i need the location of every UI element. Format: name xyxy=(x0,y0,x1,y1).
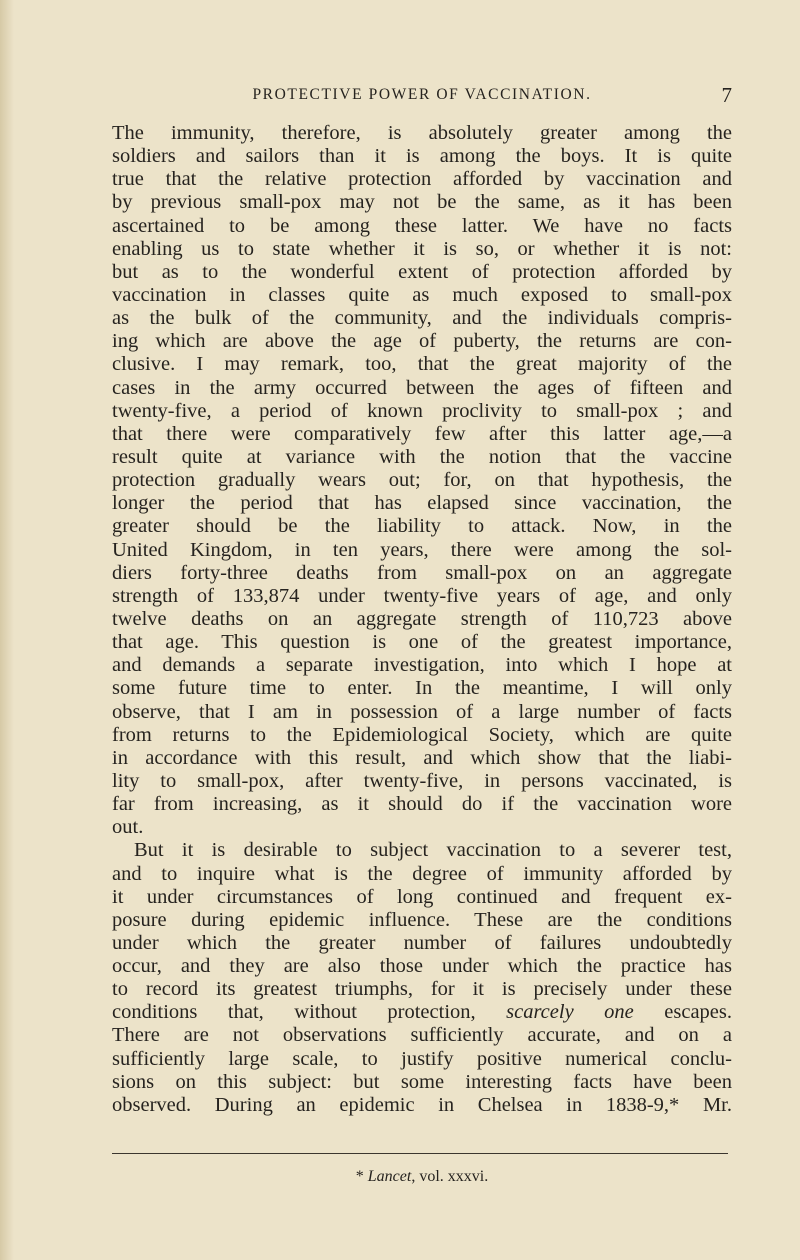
text-line: ascertained to be among these latter. We have no facts xyxy=(112,214,732,237)
text-line: strength of 133,874 under twenty-five years of age, and only xyxy=(112,584,732,607)
text-line: sions on this subject: but some interesting facts have been xyxy=(112,1070,732,1093)
text-line: and to inquire what is the degree of immunity afforded by xyxy=(112,862,732,885)
page-number: 7 xyxy=(721,83,732,107)
page-edge-shadow xyxy=(0,0,14,1260)
text-line: far from increasing, as it should do if the vaccination wore xyxy=(112,793,732,816)
text-line: under which the greater number of failures undoubtedly xyxy=(112,931,732,954)
text-line: ing which are above the age of puberty, the returns are con- xyxy=(112,330,732,353)
text-line: true that the relative protection afforded by vaccination and xyxy=(112,168,732,191)
text-line: occur, and they are also those under which the practice has xyxy=(112,955,732,978)
text-line: posure during epidemic influence. These are the conditions xyxy=(112,908,732,931)
text-line: that there were comparatively few after this latter age,—a xyxy=(112,422,732,445)
text-line: protection gradually wears out; for, on that hypothesis, the xyxy=(112,469,732,492)
text-line: cases in the army occurred between the ages of fifteen and xyxy=(112,376,732,399)
text-line: There are not observations sufficiently accurate, and on a xyxy=(112,1024,732,1047)
text-line: diers forty-three deaths from small-pox on an aggregate xyxy=(112,561,732,584)
text-line: twelve deaths on an aggregate strength of 110,723 above xyxy=(112,607,732,630)
footnote xyxy=(112,1168,732,1186)
text-line: but as to the wonderful extent of protection afforded by xyxy=(112,260,732,283)
text-line: some future time to enter. In the meantime, I will only xyxy=(112,677,732,700)
text-line: sufficiently large scale, to justify positive numerical conclu- xyxy=(112,1047,732,1070)
footnote-journal: Lancet xyxy=(367,1168,412,1185)
text-line: observed. During an epidemic in Chelsea in 1838-9,* Mr. xyxy=(112,1093,732,1116)
text-line: clusive. I may remark, too, that the great majority of the xyxy=(112,353,732,376)
body-text xyxy=(112,122,732,1117)
text-line: observe, that I am in possession of a large number of facts xyxy=(112,700,732,723)
running-header xyxy=(112,83,732,112)
text-line-with-italic xyxy=(112,1001,732,1024)
footnote-reference: , vol. xxxvi. xyxy=(411,1168,489,1185)
text-line: result quite at variance with the notion that the vaccine xyxy=(112,445,732,468)
text-line: The immunity, therefore, is absolutely greater among the xyxy=(112,122,732,144)
text-line: it under circumstances of long continued and frequent ex- xyxy=(112,885,732,908)
text-line: greater should be the liability to attack. Now, in the xyxy=(112,515,732,538)
text-line: longer the period that has elapsed since vaccination, the xyxy=(112,492,732,515)
paragraph-start-line: But it is desirable to subject vaccination to a severer test, xyxy=(134,839,732,862)
text-line: lity to small-pox, after twenty-five, in persons vaccinated, is xyxy=(112,769,732,792)
text-line: soldiers and sailors than it is among the boys. It is quite xyxy=(112,145,732,168)
footnote-divider xyxy=(112,1153,728,1154)
running-title: PROTECTIVE POWER OF VACCINATION. xyxy=(252,86,592,103)
text-line: twenty-five, a period of known proclivity to small-pox ; and xyxy=(112,399,732,422)
text-segment: conditions that, without protection, xyxy=(112,1001,476,1024)
italic-phrase: scarcely one xyxy=(506,1001,634,1024)
footnote-marker: * xyxy=(355,1168,368,1185)
text-segment: escapes. xyxy=(633,1001,733,1024)
text-line: United Kingdom, in ten years, there were among the sol- xyxy=(112,538,732,561)
text-line: vaccination in classes quite as much exposed to small-pox xyxy=(112,283,732,306)
text-line: enabling us to state whether it is so, or whether it is not: xyxy=(112,237,732,260)
text-line: out. xyxy=(112,816,144,839)
text-line: from returns to the Epidemiological Society, which are quite xyxy=(112,723,732,746)
text-line: as the bulk of the community, and the individuals compris- xyxy=(112,307,732,330)
text-line: by previous small-pox may not be the same, as it has been xyxy=(112,191,732,214)
text-line: and demands a separate investigation, into which I hope at xyxy=(112,654,732,677)
text-line: that age. This question is one of the greatest importance, xyxy=(112,631,732,654)
text-line: in accordance with this result, and which show that the liabi- xyxy=(112,746,732,769)
text-line: to record its greatest triumphs, for it is precisely under these xyxy=(112,978,732,1001)
